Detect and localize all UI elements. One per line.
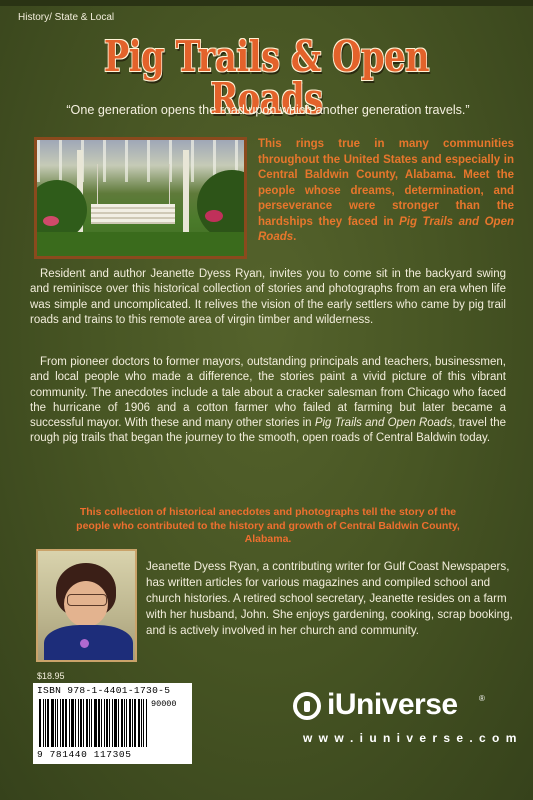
epigraph-quote: “One generation opens the road upon which another generation travels.”	[66, 103, 470, 117]
barcode-bar	[146, 699, 147, 747]
lawn	[37, 232, 244, 256]
barcode-bar	[65, 699, 67, 747]
barcode-bar	[51, 699, 54, 747]
barcode-bar	[78, 699, 79, 747]
author-glasses	[67, 594, 107, 606]
barcode-bar	[112, 699, 113, 747]
barcode-bar	[69, 699, 70, 747]
barcode-bar	[134, 699, 136, 747]
intro-text: This rings true in many communities throughout the United States and especially in Central Baldwin County, Alabama. Meet the people whose dreams, determination, and perseverance were stronger than the hardships they faced in	[258, 138, 514, 228]
category-label: History/ State & Local	[18, 12, 115, 23]
iuniverse-logo-icon	[293, 692, 321, 720]
paragraph2-text-b: , travel the rough pig trails that began the journey to the smooth, open roads of Central Baldwin today.	[30, 417, 506, 445]
isbn-barcode	[33, 683, 192, 764]
swing-chain-right	[169, 164, 170, 206]
barcode-bar	[114, 699, 117, 747]
paragraph2-text-a: From pioneer doctors to former mayors, outstanding principals and teachers, businessmen, and local people who made a difference, the stories paint a vivid picture of this vibrant community. The anecdotes include a tale about a cracker salesman from Chicago who faced the hurricane of 1906 and a cotton farmer who failed at farming but later became a successful mayor. With these and many other stories in	[30, 356, 506, 430]
barcode-bar	[89, 699, 90, 747]
closing-statement: This collection of historical anecdotes and photographs tell the story of the people who contributed to the history and growth of Central Baldwin County, Alabama.	[76, 506, 460, 545]
barcode-bar	[83, 699, 84, 747]
barcode-bar	[57, 699, 58, 747]
author-bio: Jeanette Dyess Ryan, a contributing writer for Gulf Coast Newspapers, has written articles for various magazines and compiled school and church histories. A retired school secretary, Jeanette resides on a farm with her husband, John. She enjoys gardening, cooking, scrap booking, and is actively involved in her church and community.	[146, 560, 513, 637]
intro-end: .	[293, 231, 297, 243]
paragraph2-book-title: Pig Trails and Open Roads	[314, 417, 453, 430]
barcode-bar	[101, 699, 102, 747]
description-paragraph-2	[30, 355, 506, 447]
barcode-bar	[141, 699, 142, 747]
barcode-bar	[124, 699, 125, 747]
barcode-bar	[47, 699, 49, 747]
barcode-bar	[98, 699, 100, 747]
publisher-brand: iUniverse	[327, 688, 458, 721]
intro-book-title: Pig Trails and Open Roads	[258, 215, 514, 243]
publisher-logo	[293, 688, 518, 750]
publisher-url: w w w . i u n i v e r s e . c o m	[303, 731, 518, 745]
barcode-bar	[55, 699, 56, 747]
barcode-bar	[62, 699, 64, 747]
barcode-bar	[71, 699, 74, 747]
swing-post-right	[183, 150, 189, 236]
price-label: $18.95	[37, 671, 65, 681]
barcode-bar	[104, 699, 105, 747]
registered-mark: ®	[479, 694, 485, 703]
swing-chain-left	[97, 164, 98, 206]
price-code: 90000	[151, 699, 177, 709]
intro-paragraph	[258, 137, 514, 246]
barcode-bar	[94, 699, 97, 747]
backyard-swing-photo	[34, 137, 247, 259]
barcode-number: 9 781440 117305	[37, 749, 132, 760]
barcode-bar	[80, 699, 82, 747]
barcode-bar	[39, 699, 41, 747]
barcode-bar	[91, 699, 92, 747]
barcode-bar	[45, 699, 46, 747]
barcode-bar	[60, 699, 61, 747]
barcode-bar	[138, 699, 140, 747]
isbn-text: ISBN 978-1-4401-1730-5	[37, 685, 171, 696]
barcode-bar	[143, 699, 144, 747]
barcode-bar	[118, 699, 119, 747]
barcode-bar	[75, 699, 76, 747]
swing-bench	[91, 204, 175, 224]
flowers-right	[205, 210, 223, 222]
barcode-bar	[126, 699, 127, 747]
barcode-bar	[86, 699, 88, 747]
author-photo	[36, 549, 137, 662]
barcode-bar	[109, 699, 110, 747]
barcode-bar	[121, 699, 123, 747]
flowers-left	[43, 216, 59, 226]
barcode-bar	[43, 699, 44, 747]
barcode-bar	[129, 699, 131, 747]
author-brooch	[80, 639, 89, 648]
barcode-bar	[106, 699, 108, 747]
book-title: Pig Trails & Open Roads	[103, 32, 430, 123]
barcode-bar	[132, 699, 133, 747]
description-paragraph-1: Resident and author Jeanette Dyess Ryan, invites you to come sit in the backyard swing and reminisce over this historical collection of stories and photographs from an era when life was simple and uncomplicated. It relives the vision of the early settlers who came by pig trail roads and trains to this remote area of virgin timber and wilderness.	[30, 268, 506, 326]
